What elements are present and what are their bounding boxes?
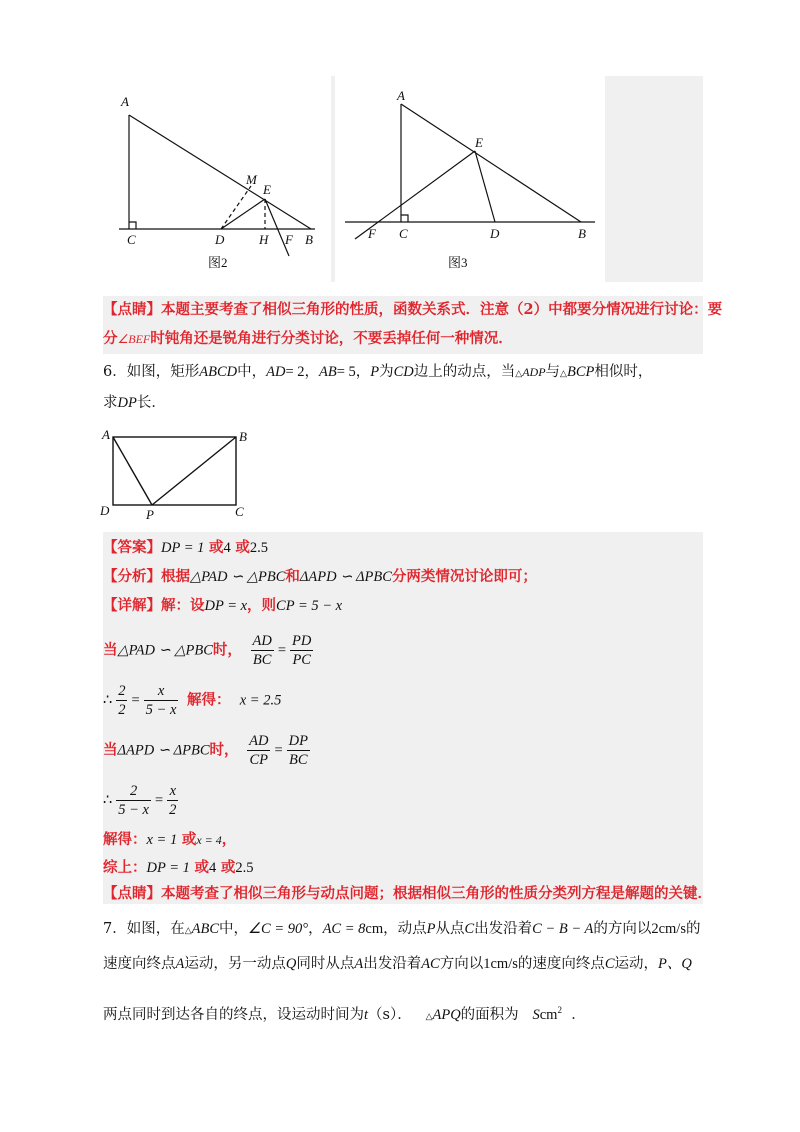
fig2-label-e: E	[263, 182, 271, 197]
q6-label-a: A	[102, 427, 110, 442]
analysis-line: 【分析】根据△PAD ∽ △PBC和ΔAPD ∽ ΔPBC分两类情况讨论即可；	[103, 568, 537, 585]
detail-line: 【详解】解：设DP = x，则CP = 5 − x	[103, 597, 343, 614]
q6-seg-ap	[113, 437, 152, 505]
fig3-label-d: D	[490, 226, 500, 241]
fig3-label-f: F	[368, 226, 376, 241]
fig2-label-c: C	[127, 232, 136, 247]
fig2-right-angle	[129, 222, 136, 229]
case1-frac-right: $\frac{PD}{PC}$	[292, 633, 312, 668]
q7-line-3: 两点同时到达各自的终点，设运动时间为t（s）． △APQ的面积为 Scm$^2$ ．	[103, 1005, 586, 1023]
q6-label-c: C	[235, 504, 244, 519]
fig2-label-a: A	[121, 94, 129, 109]
fig2-label-h: H	[259, 232, 269, 247]
q6-line-1: 6．如图，矩形ABCD中，AD= 2，AB= 5，P为CD边上的动点，当△ADP与△BCP相似时，	[103, 364, 653, 380]
eq1-frac-left: $\frac{2}{2}$	[118, 683, 126, 718]
q6-seg-pb	[152, 437, 236, 505]
fig3-caption: 图3	[448, 255, 468, 270]
fig3-seg-ab	[401, 104, 581, 222]
q7-line-2: 速度向终点A运动，另一动点Q同时从点A出发沿着AC方向以1cm/s的速度向终点C运动，P、Q	[103, 956, 692, 972]
q6-figure	[100, 425, 260, 525]
q6-label-d: D	[100, 503, 110, 518]
case1-frac-left: $\frac{AD}{BC}$	[252, 633, 272, 668]
summary-line: 综上：DP = 1 或4 或2.5	[103, 859, 254, 876]
fig2-caption: 图2	[208, 255, 228, 270]
fig2-seg-de	[221, 199, 265, 229]
prev-comment-line-2: 分∠BEF时钝角还是锐角进行分类讨论，不要丢掉任何一种情况．	[103, 330, 513, 347]
prev-comment-line-1: 【点睛】本题主要考查了相似三角形的性质，函数关系式．注意（2）中都要分情况进行讨论：要	[103, 301, 723, 318]
eq2-frac-right: $\frac{x}{2}$	[169, 783, 177, 818]
fig2-label-d: D	[215, 232, 225, 247]
q6-label-p: P	[146, 507, 154, 522]
comment6-line: 【点睛】本题考查了相似三角形与动点问题；根据相似三角形的性质分类列方程是解题的关键．	[103, 885, 712, 902]
q6-line-2: 求DP长．	[103, 395, 166, 411]
fig3-label-c: C	[399, 226, 408, 241]
fig3-label-b: B	[578, 226, 586, 241]
case1-line: 当△PAD ∽ △PBC时， $\frac{AD}{BC}$ = $\frac{PD}{PC}$	[103, 633, 312, 668]
eq1-frac-right: $\frac{x}{5 - x}$	[145, 683, 177, 718]
case2-line: 当ΔAPD ∽ ΔPBC时， $\frac{AD}{CP}$ = $\frac{DP}{BC}$	[103, 733, 308, 768]
q7-line-1: 7．如图，在△ABC中，∠C = 90°，AC = 8cm，动点P从点C出发沿着C − B − A的方向以2cm/s的	[103, 921, 701, 937]
fig2-label-b: B	[305, 232, 313, 247]
case2-frac-left: $\frac{AD}{CP}$	[249, 733, 269, 768]
figure-band	[103, 76, 703, 282]
fig2-label-m: M	[246, 172, 257, 187]
figure-2-diagram	[103, 76, 331, 282]
fig3-seg-ed	[475, 151, 495, 222]
q6-label-b: B	[239, 429, 247, 444]
fig3-label-a: A	[397, 88, 405, 103]
figure-3	[335, 76, 605, 282]
figure-3-diagram	[335, 76, 605, 282]
eq2-frac-left: $\frac{2}{5 - x}$	[118, 783, 149, 818]
figure-2	[103, 76, 331, 282]
fig3-label-e: E	[475, 135, 483, 150]
fig2-seg-ab	[129, 115, 311, 229]
fig2-label-f: F	[285, 232, 293, 247]
solution-line: 解得：x = 1 或x = 4，	[103, 831, 237, 848]
answer-line: 【答案】DP = 1 或4 或2.5	[103, 539, 268, 556]
eq1-line: ∴ $\frac{2}{2}$ = $\frac{x}{5 - x}$ 解得： x = 2.5	[103, 683, 282, 718]
q6-rect-abcd	[113, 437, 236, 505]
fig2-seg-dm	[221, 186, 251, 229]
case2-frac-right: $\frac{DP}{BC}$	[288, 733, 308, 768]
eq2-line: ∴ $\frac{2}{5 - x}$ = $\frac{x}{2}$	[103, 783, 177, 818]
fig3-right-angle	[401, 215, 408, 222]
